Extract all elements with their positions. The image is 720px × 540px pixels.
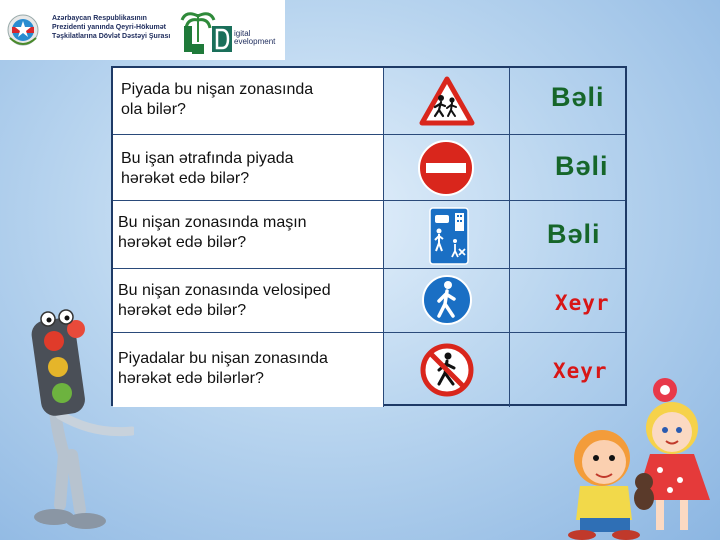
government-council-logo-text — [52, 14, 172, 41]
question-text: Bu nişan zonasında maşın hərəkət edə bilər? — [118, 214, 307, 251]
children-characters-illustration — [540, 370, 720, 540]
quiz-row — [113, 134, 625, 201]
sign-cell — [383, 269, 510, 333]
question-cell — [113, 333, 384, 407]
digital-development-logo-icon — [212, 26, 232, 52]
question-text: Piyadalar bu nişan zonasında hərəkət edə bilərlər? — [118, 350, 328, 387]
question-cell — [113, 135, 384, 201]
traffic-light-character-illustration — [14, 305, 134, 535]
quiz-row — [113, 268, 625, 333]
quiz-table — [111, 66, 627, 406]
logo-dev-line: evelopment — [234, 37, 276, 46]
state-emblem-icon — [6, 10, 40, 50]
answer-cell — [509, 68, 625, 134]
logo-line: Azərbaycan Respublikasının — [52, 15, 147, 22]
digital-development-logo-text — [234, 30, 275, 46]
header-logo-bar — [0, 0, 285, 60]
children-crossing-sign-icon — [419, 76, 475, 126]
question-cell — [113, 269, 384, 333]
answer-cell — [509, 135, 625, 201]
no-entry-sign-icon — [417, 139, 475, 197]
residential-zone-sign-icon — [429, 207, 469, 265]
sign-cell — [383, 135, 510, 201]
sign-cell — [383, 68, 510, 134]
question-cell — [113, 68, 384, 134]
answer-cell — [509, 269, 625, 333]
question-cell — [113, 201, 384, 269]
logo-line: Təşkilatlarına Dövlət Dəstəyi Şurası — [52, 33, 171, 40]
question-text: Bu nişan zonasında velosiped hərəkət edə bilər? — [118, 282, 331, 319]
pedestrian-path-sign-icon — [421, 274, 473, 326]
quiz-row — [113, 68, 625, 134]
logo-dev-line: igital — [234, 29, 251, 38]
no-pedestrians-sign-icon — [420, 343, 474, 397]
answer-no: Xeyr — [555, 291, 610, 315]
question-text: Piyada bu nişan zonasında ola bilər? — [121, 81, 314, 118]
logo-line: Prezidenti yanında Qeyri-Hökumət — [52, 24, 166, 31]
answer-yes: Bəli — [555, 151, 609, 181]
question-text: Bu işan ətrafında piyada hərəkət edə bilər? — [121, 150, 294, 187]
answer-no: Xeyr — [553, 359, 608, 383]
quiz-row — [113, 200, 625, 269]
answer-cell — [509, 201, 625, 269]
sign-cell — [383, 333, 510, 407]
answer-yes: Bəli — [551, 82, 605, 112]
sign-cell — [383, 201, 510, 269]
answer-yes: Bəli — [547, 219, 601, 249]
